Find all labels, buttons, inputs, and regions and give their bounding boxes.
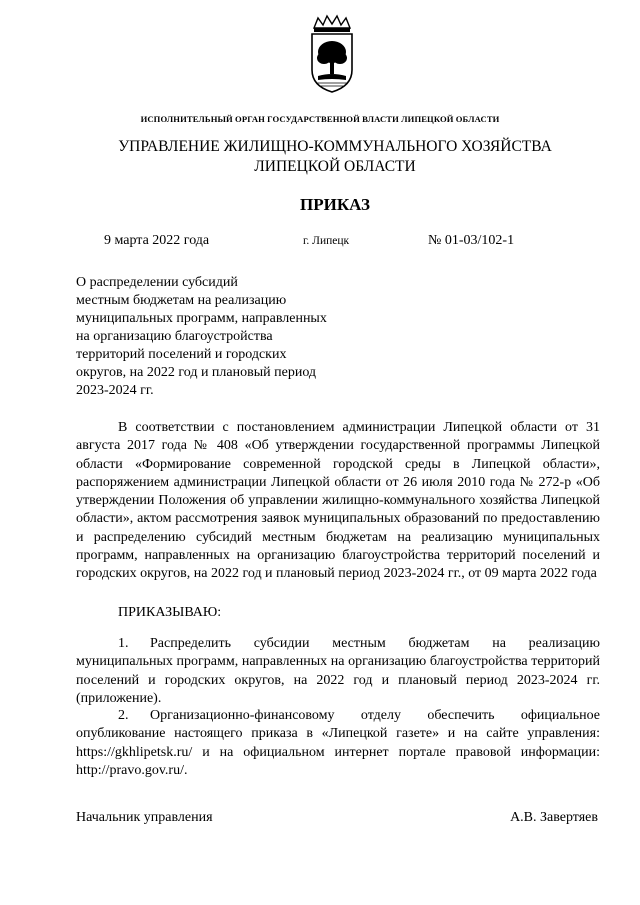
preamble-paragraph: В соответствии с постановлением администрации Липецкой области от 31 августа 2017 года № 408 «Об утверждении государственной программы Липецкой области «Формирование современной городской среды в Липецкой области», распоряжением администрации Липецкой области от 26 июля 2010 года № 272-р «Об утверждении Положения об управлении жилищно-коммунального хозяйства Липецкой области», актом рассмотрения заявок муниципальных образований по предоставлению и распределению субсидий местным бюджетам на реализацию муниципальных программ, направленных на организацию благоустройства территорий поселений и городских округов, на 2022 год и плановый период 2023-2024 гг., от 09 марта 2022 года (76, 420, 600, 582)
department-name-line1: УПРАВЛЕНИЕ ЖИЛИЩНО-КОММУНАЛЬНОГО ХОЗЯЙСТВА (118, 138, 552, 155)
subject-line: округов, на 2022 год и плановый период (76, 365, 317, 380)
order-item-number: 2. (118, 708, 129, 723)
order-item-number: 1. (118, 636, 129, 651)
signatory-position: Начальник управления (76, 810, 213, 825)
document-type-title: ПРИКАЗ (300, 195, 370, 214)
order-item (76, 707, 600, 780)
subject-line: территорий поселений и городских (76, 347, 287, 362)
issuing-authority-line: ИСПОЛНИТЕЛЬНЫЙ ОРГАН ГОСУДАРСТВЕННОЙ ВЛАСТИ ЛИПЕЦКОЙ ОБЛАСТИ (140, 114, 500, 124)
subject-line: муниципальных программ, направленных (76, 311, 327, 326)
order-item (76, 635, 600, 708)
order-city: г. Липецк (303, 235, 350, 247)
signatory-name: А.В. Завертяев (510, 810, 598, 825)
department-name-line2: ЛИПЕЦКОЙ ОБЛАСТИ (254, 158, 416, 175)
subject-line: О распределении субсидий (76, 275, 238, 290)
order-subject (76, 274, 366, 400)
department-name (0, 137, 640, 177)
subject-line: местным бюджетам на реализацию (76, 293, 287, 308)
coat-of-arms-emblem (304, 14, 360, 94)
order-item-text: Организационно-финансовому отделу обеспечить официальное опубликование настоящего приказа в «Липецкой газете» и на сайте управления: https://gkhlipetsk.ru/ и на официальном интернет портале правовой информации: http://pravo.gov.ru/. (76, 708, 600, 778)
subject-line: 2023-2024 гг. (76, 383, 154, 398)
order-item-text: Распределить субсидии местным бюджетам на реализацию муниципальных программ, направленных на организацию благоустройства территорий поселений и городских округов, на 2022 год и плановый период 2023-2024 гг. (приложение). (76, 636, 600, 706)
order-date: 9 марта 2022 года (104, 233, 210, 248)
order-directive-word: ПРИКАЗЫВАЮ: (118, 605, 222, 620)
subject-line: на организацию благоустройства (76, 329, 273, 344)
order-number: № 01-03/102-1 (428, 233, 515, 248)
